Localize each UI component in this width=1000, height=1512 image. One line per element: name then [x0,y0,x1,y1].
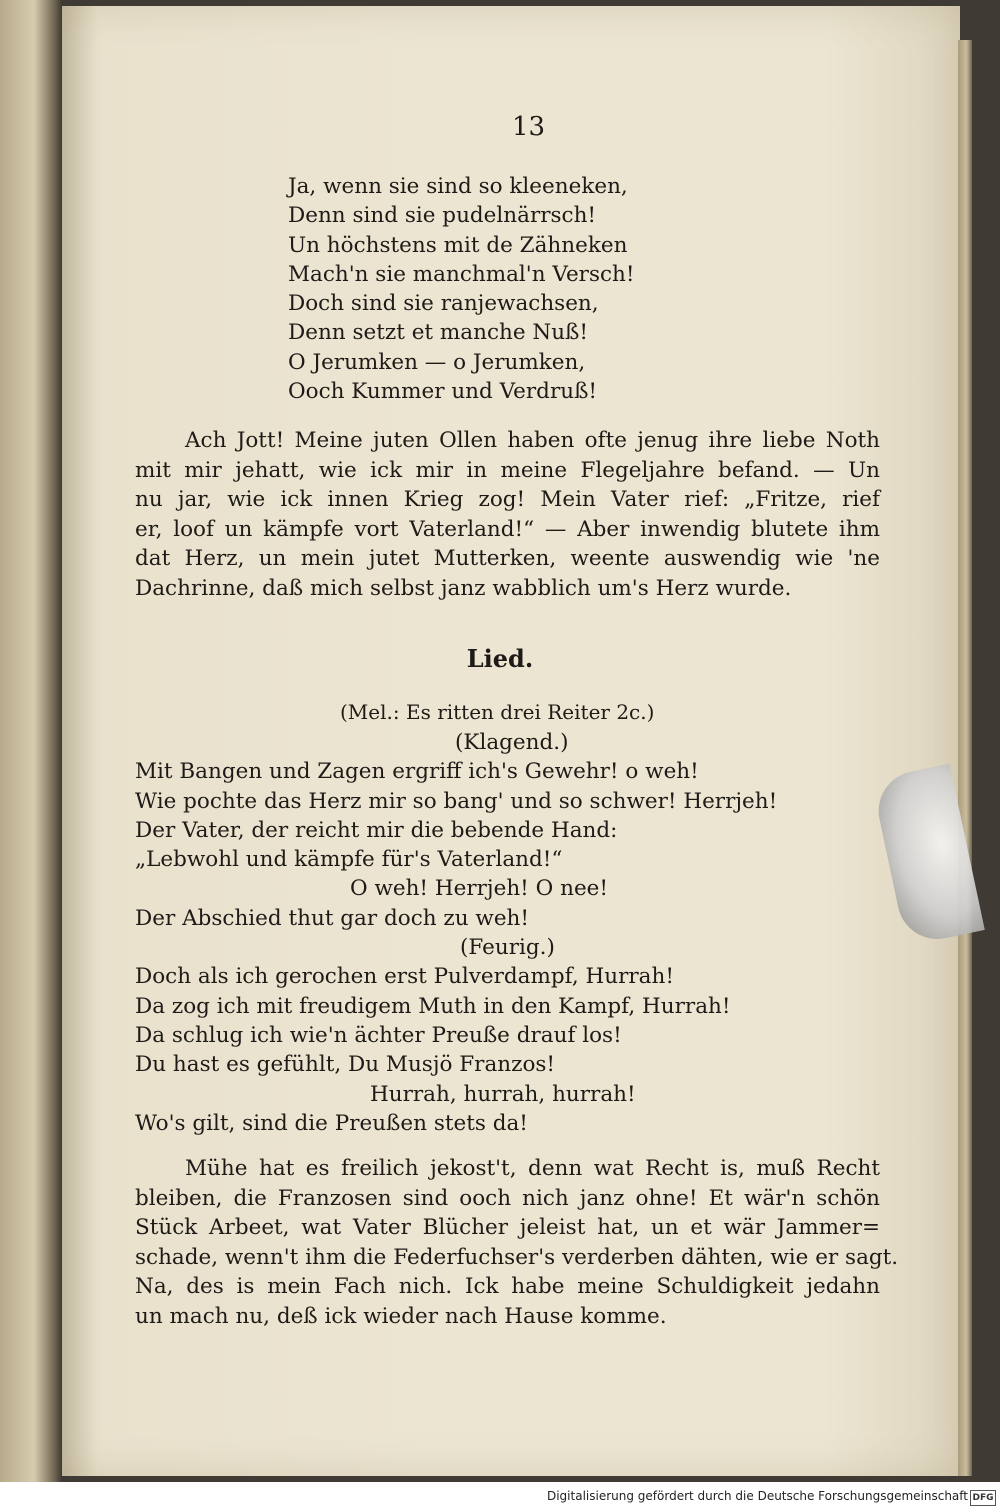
verse-line: Ja, wenn sie sind so kleeneken, [288,174,628,199]
song-line: Der Vater, der reicht mir die bebende Hand: [135,817,618,843]
paragraph-2 [135,1154,899,1331]
song-line: Mit Bangen und Zagen ergriff ich's Gewehr! o weh! [135,759,699,785]
page-stack-edge [958,40,972,1476]
song-refrain: O weh! Herrjeh! O nee! [350,876,609,902]
paragraph-line: un mach nu, deß ick wieder nach Hause komme. [135,1303,667,1329]
paragraph-1 [135,426,880,603]
paragraph-line: Stück Arbeet, wat Vater Blücher jeleist hat, un et wär Jammer= [135,1215,880,1240]
performance-direction: (Feurig.) [460,935,555,961]
paragraph-line: Ach Jott! Meine juten Ollen haben ofte jenug ihre liebe Noth [185,428,880,453]
song-line: Wie pochte das Herz mir so bang' und so schwer! Herrjeh! [135,788,778,814]
facing-page-edge [0,0,62,1482]
song-line: Da zog ich mit freudigem Muth in den Kampf, Hurrah! [135,993,731,1019]
paragraph-line: Mühe hat es freilich jekost't, denn wat Recht is, muß Recht [185,1156,880,1181]
paragraph-line: er, loof un kämpfe vort Vaterland!“ — Aber inwendig blutete ihm [135,516,880,542]
verse-line: O Jerumken — o Jerumken, [288,349,586,375]
song-refrain: Hurrah, hurrah, hurrah! [370,1081,636,1107]
song-heading: Lied. [466,644,534,673]
melody-note: (Mel.: Es ritten drei Reiter 2c.) [340,700,655,724]
paragraph-line: nu jar, wie ick innen Krieg zog! Mein Vater rief: „Fritze, rief [135,487,880,512]
song-line: Du hast es gefühlt, Du Musjö Franzos! [135,1052,556,1078]
page-number: 13 [512,112,546,142]
paragraph-line: Na, des is mein Fach nich. Ick habe meine Schuldigkeit jedahn [135,1274,880,1299]
performance-direction: (Klagend.) [455,730,569,755]
song-lyrics [135,728,777,1138]
paragraph-line: mit mir jehatt, wie ick mir in meine Flegeljahre befand. — Un [135,457,880,483]
song-line: Da schlug ich wie'n ächter Preuße drauf los! [135,1022,622,1048]
verse-line: Denn setzt et manche Nuß! [288,320,589,346]
dfg-logo: DFG [970,1490,996,1506]
song-line: Wo's gilt, sind die Preußen stets da! [135,1110,528,1136]
digitization-credit: Digitalisierung gefördert durch die Deutsche Forschungsgemeinschaft [546,1489,968,1503]
verse-line: Ooch Kummer und Verdruß! [288,379,598,405]
paragraph-line: bleiben, die Franzosen sind ooch nich janz ohne! Et wär'n schön [135,1185,880,1211]
verse-line: Un höchstens mit de Zähneken [288,232,628,258]
song-line: Doch als ich gerochen erst Pulverdampf, Hurrah! [135,964,674,990]
song-line: Der Abschied thut gar doch zu weh! [135,905,530,931]
verse-line: Doch sind sie ranjewachsen, [288,291,599,317]
song-line: „Lebwohl und kämpfe für's Vaterland!“ [135,847,563,873]
paragraph-line: Dachrinne, daß mich selbst janz wabblich um's Herz wurde. [135,575,792,601]
verse-line: Denn sind sie pudelnärrsch! [288,203,597,229]
verse [288,172,635,406]
paragraph-line: schade, wenn't ihm die Federfuchser's verderben dähten, wie er sagt. [135,1244,899,1270]
paragraph-line: dat Herz, un mein jutet Mutterken, weente auswendig wie 'ne [135,546,880,571]
verse-line: Mach'n sie manchmal'n Versch! [288,261,635,287]
